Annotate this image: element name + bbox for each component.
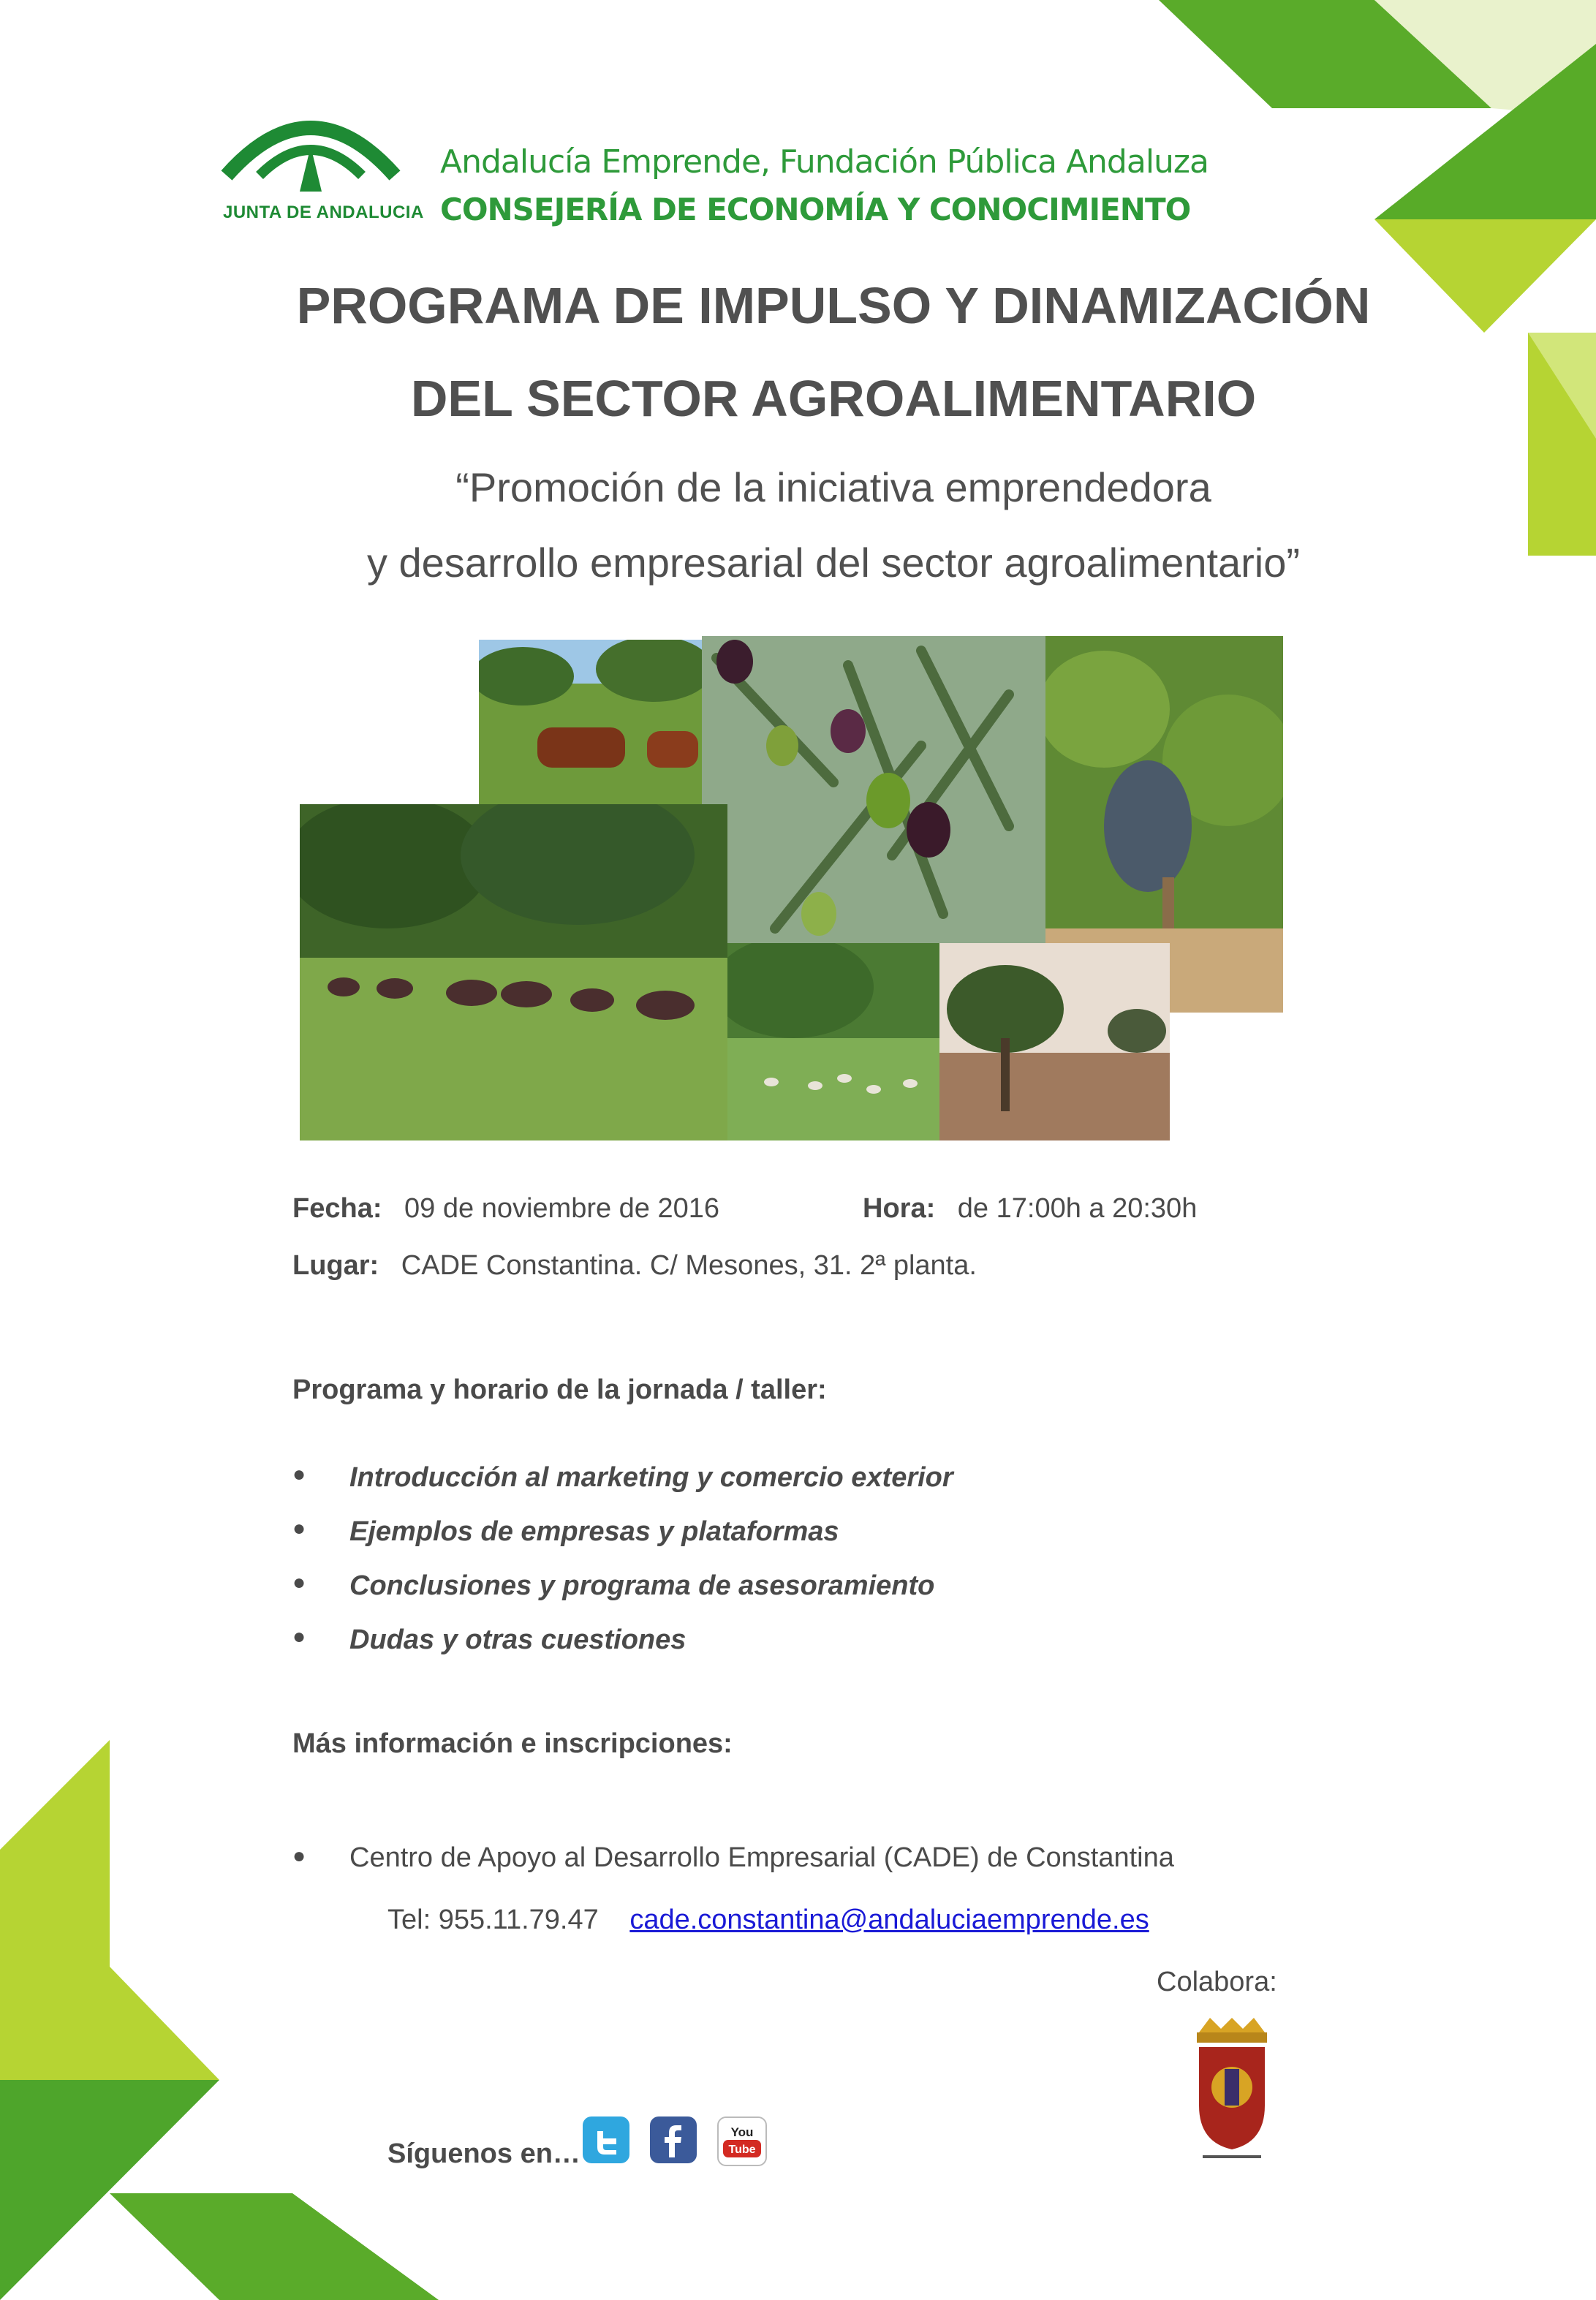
photo-olives [702,636,1045,943]
program-item-1: Introducción al marketing y comercio exterior [349,1462,953,1493]
photo-cattle [479,640,702,804]
fecha-row [292,1193,719,1225]
hora-row [863,1193,1197,1225]
program-item-2: Ejemplos de empresas y plataformas [349,1516,839,1547]
photo-forest-deer [939,943,1170,1140]
subtitle-line1: “Promoción de la iniciativa emprendedora [455,464,1211,510]
svg-text:You: You [730,2125,754,2139]
constantina-coat-of-arms-icon [1188,2018,1276,2164]
junta-logo-label: JUNTA DE ANDALUCIA [223,203,424,222]
bullet-icon: ● [292,1570,306,1595]
program-item-3: Conclusiones y programa de asesoramiento [349,1570,935,1601]
consejeria-name: CONSEJERÍA DE ECONOMÍA Y CONOCIMIENTO [440,192,1191,227]
follow-us-label: Síguenos en… [387,2138,580,2169]
list-item [292,1462,306,1487]
lugar-row [292,1250,977,1282]
hora-value: de 17:00h a 20:30h [957,1193,1198,1224]
hora-label: Hora: [863,1193,936,1224]
page-title-line2: DEL SECTOR AGROALIMENTARIO [410,370,1257,427]
svg-text:Tube: Tube [728,2144,756,2156]
page-title-line1: PROGRAMA DE IMPULSO Y DINAMIZACIÓN [296,277,1371,334]
list-item [292,1516,306,1541]
twitter-icon[interactable] [583,2116,629,2163]
program-item-4: Dudas y otras cuestiones [349,1624,687,1655]
bullet-icon: ● [292,1462,306,1486]
contact-row [387,1904,1149,1936]
subtitle-line2: y desarrollo empresarial del sector agroalimentario” [366,540,1301,586]
facebook-icon[interactable] [650,2116,697,2163]
list-item [292,1624,306,1649]
bullet-icon: ● [292,1516,306,1540]
fecha-value: 09 de noviembre de 2016 [404,1193,720,1224]
org-name: Andalucía Emprende, Fundación Pública Andaluza [440,143,1209,181]
colabora-label: Colabora: [1157,1967,1277,1997]
email-link[interactable]: cade.constantina@andaluciaemprende.es [629,1904,1149,1935]
phone-number: Tel: 955.11.79.47 [387,1904,599,1935]
photo-sheep [727,943,939,1140]
info-bullet [292,1844,306,1869]
lugar-label: Lugar: [292,1250,379,1281]
lugar-value: CADE Constantina. C/ Mesones, 31. 2ª planta. [401,1250,977,1281]
fecha-label: Fecha: [292,1193,382,1224]
photo-pigs-dehesa [300,804,727,1140]
program-heading: Programa y horario de la jornada / taller: [292,1374,827,1405]
info-heading: Más información e inscripciones: [292,1728,733,1759]
cade-centre-name: Centro de Apoyo al Desarrollo Empresarial (CADE) de Constantina [349,1842,1174,1873]
list-item [292,1570,306,1595]
bullet-icon: ● [292,1844,306,1868]
bullet-icon: ● [292,1624,306,1649]
youtube-icon[interactable] [717,2116,767,2166]
junta-de-andalucia-logo [219,95,402,205]
